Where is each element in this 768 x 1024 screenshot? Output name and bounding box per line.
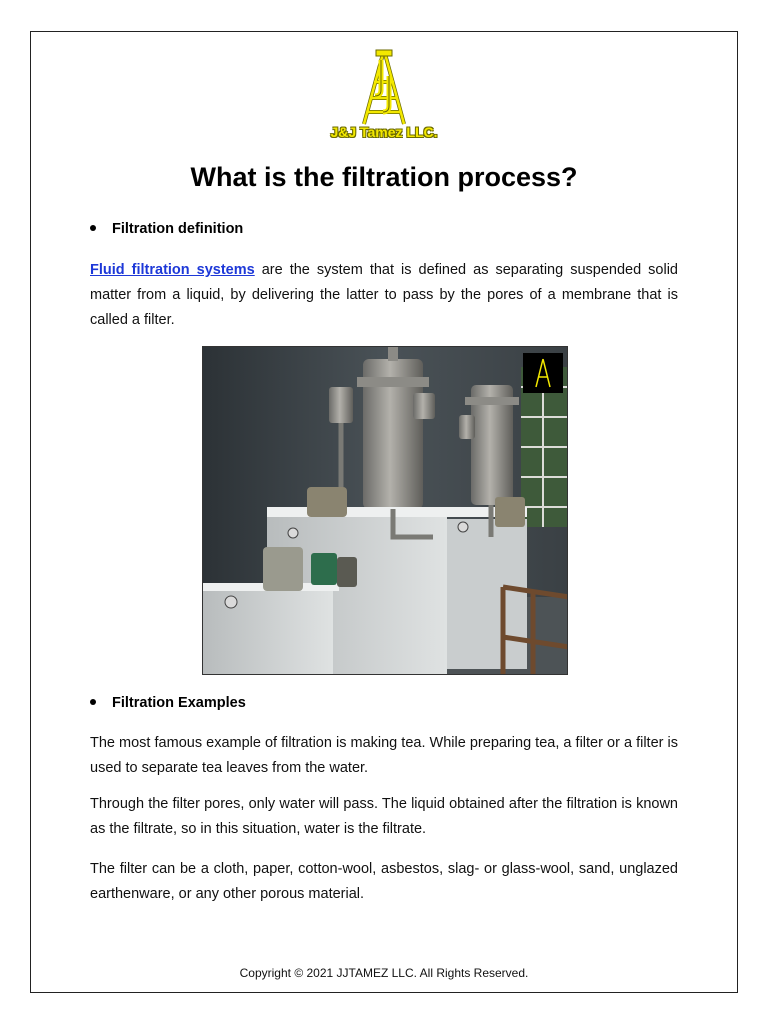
section-heading-text: Filtration definition xyxy=(112,221,244,237)
definition-paragraph xyxy=(90,258,678,333)
page-title: What is the filtration process? xyxy=(190,162,578,192)
derrick-logo-icon xyxy=(326,46,442,126)
definition-text: are the system that is defined as separating suspended solid matter from a liquid, by delivering the latter to pass by the pores of a membrane that is called a filter. xyxy=(90,262,678,328)
copyright-footer: Copyright © 2021 JJTAMEZ LLC. All Rights Reserved. xyxy=(239,966,529,980)
examples-paragraph-2: Through the filter pores, only water will pass. The liquid obtained after the filtration is known as the filtrate, so in this situation, water is the filtrate. xyxy=(90,796,678,837)
fluid-filtration-link[interactable]: Fluid filtration systems xyxy=(90,262,255,278)
section-heading-examples xyxy=(90,695,246,711)
section-heading-definition xyxy=(90,221,243,237)
examples-paragraph-3: The filter can be a cloth, paper, cotton-wool, asbestos, slag- or glass-wool, sand, unglazed earthenware, or any other porous material. xyxy=(90,861,678,902)
logo-text: J&J Tamez LLC. xyxy=(330,124,438,140)
examples-paragraph-1: The most famous example of filtration is making tea. While preparing tea, a filter or a filter is used to separate tea leaves from the water. xyxy=(90,735,678,776)
section-heading-text: Filtration Examples xyxy=(112,695,246,711)
filtration-system-photo xyxy=(202,346,568,675)
company-logo xyxy=(326,46,442,146)
bullet-icon xyxy=(90,225,96,231)
bullet-icon xyxy=(90,699,96,705)
filtration-machine-illustration xyxy=(203,347,568,675)
